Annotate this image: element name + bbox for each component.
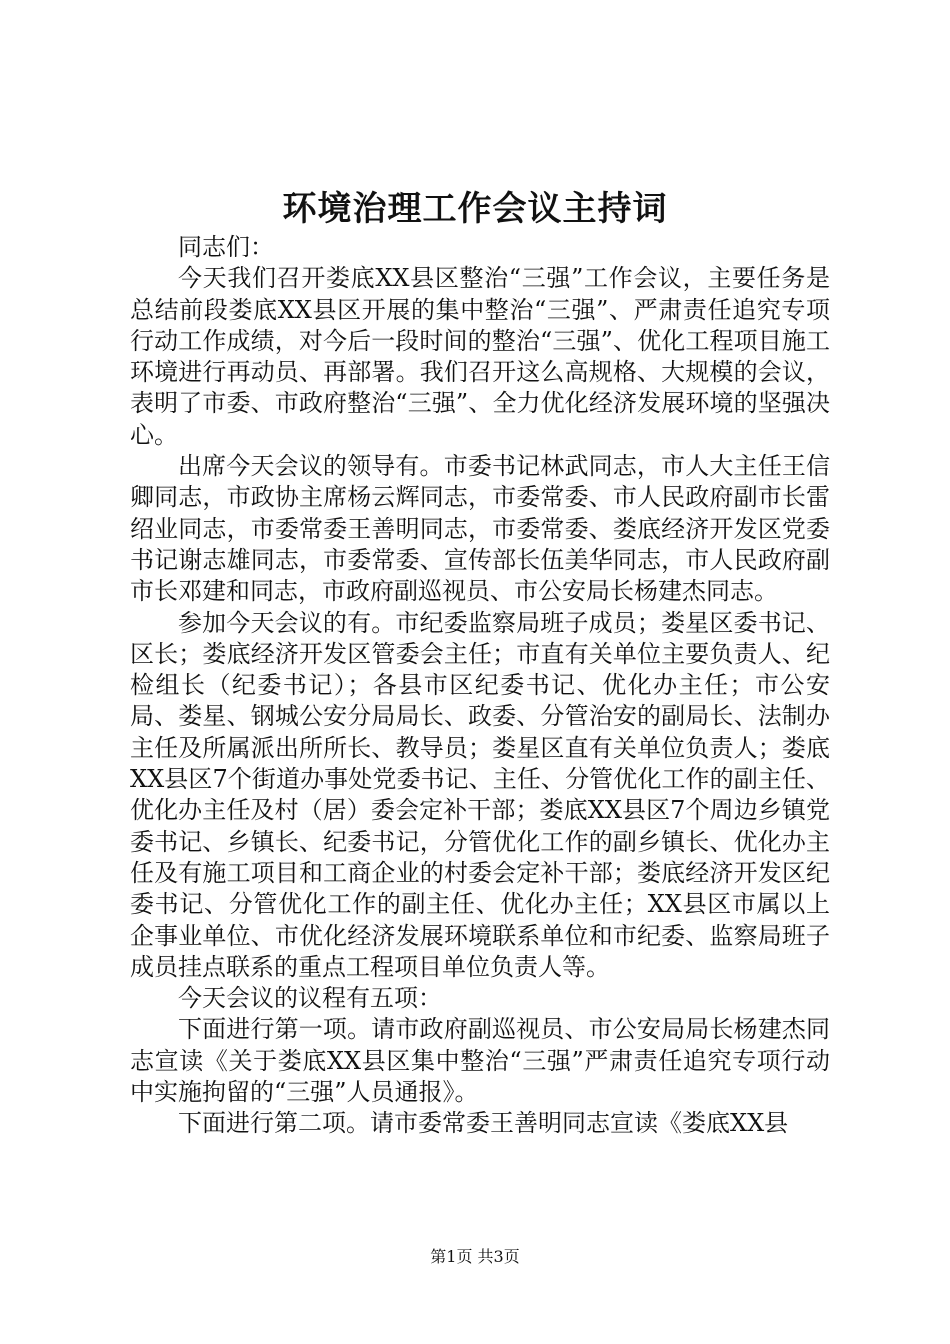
participants-paragraph: 参加今天会议的有。市纪委监察局班子成员；娄星区委书记、区长；娄底经济开发区管委会主任；市直有关单位主要负责人、纪检组长（纪委书记）；各县市区纪委书记、优化办主任；市公安局、娄星、钢城公安分局局长、政委、分管治安的副局长、法制办主任及所属派出所所长、教导员；娄星区直有关单位负责人；娄底XX县区7个街道办事处党委书记、主任、分管优化工作的副主任、优化办主任及村（居）委会定补干部；娄底XX县区7个周边乡镇党委书记、乡镇长、纪委书记，分管优化工作的副乡镇长、优化办主任及有施工项目和工商企业的村委会定补干部；娄底经济开发区纪委书记、分管优化工作的副主任、优化办主任；XX县区市属以上企事业单位、市优化经济发展环境联系单位和市纪委、监察局班子成员挂点联系的重点工程项目单位负责人等。: [130, 608, 830, 981]
agenda-item-2-paragraph: 下面进行第二项。请市委常委王善明同志宣读《娄底XX县: [178, 1109, 789, 1138]
document-body: [130, 232, 830, 1140]
page-number-footer: 第1页 共3页: [430, 1247, 520, 1266]
salutation-paragraph: 同志们：: [178, 233, 274, 261]
document-title: 环境治理工作会议主持词: [282, 189, 668, 229]
agenda-item-1-paragraph: 下面进行第一项。请市政府副巡视员、市公安局局长杨建杰同志宣读《关于娄底XX县区集中整治“三强”严肃责任追究专项行动中实施拘留的“三强”人员通报》。: [130, 1015, 830, 1107]
attending-leaders-paragraph: 出席今天会议的领导有。市委书记林武同志，市人大主任王信卿同志，市政协主席杨云辉同志，市委常委、市人民政府副市长雷绍业同志，市委常委王善明同志，市委常委、娄底经济开发区党委书记谢志雄同志，市委常委、宣传部长伍美华同志，市人民政府副市长邓建和同志，市政府副巡视员、市公安局长杨建杰同志。: [130, 452, 830, 606]
meeting-purpose-paragraph: 今天我们召开娄底XX县区整治“三强”工作会议，主要任务是总结前段娄底XX县区开展的集中整治“三强”、严肃责任追究专项行动工作成绩，对今后一段时间的整治“三强”、优化工程项目施工环境进行再动员、再部署。我们召开这么高规格、大规模的会议，表明了市委、市政府整治“三强”、全力优化经济发展环境的坚强决心。: [130, 264, 830, 449]
agenda-intro-paragraph: 今天会议的议程有五项：: [178, 984, 442, 1013]
